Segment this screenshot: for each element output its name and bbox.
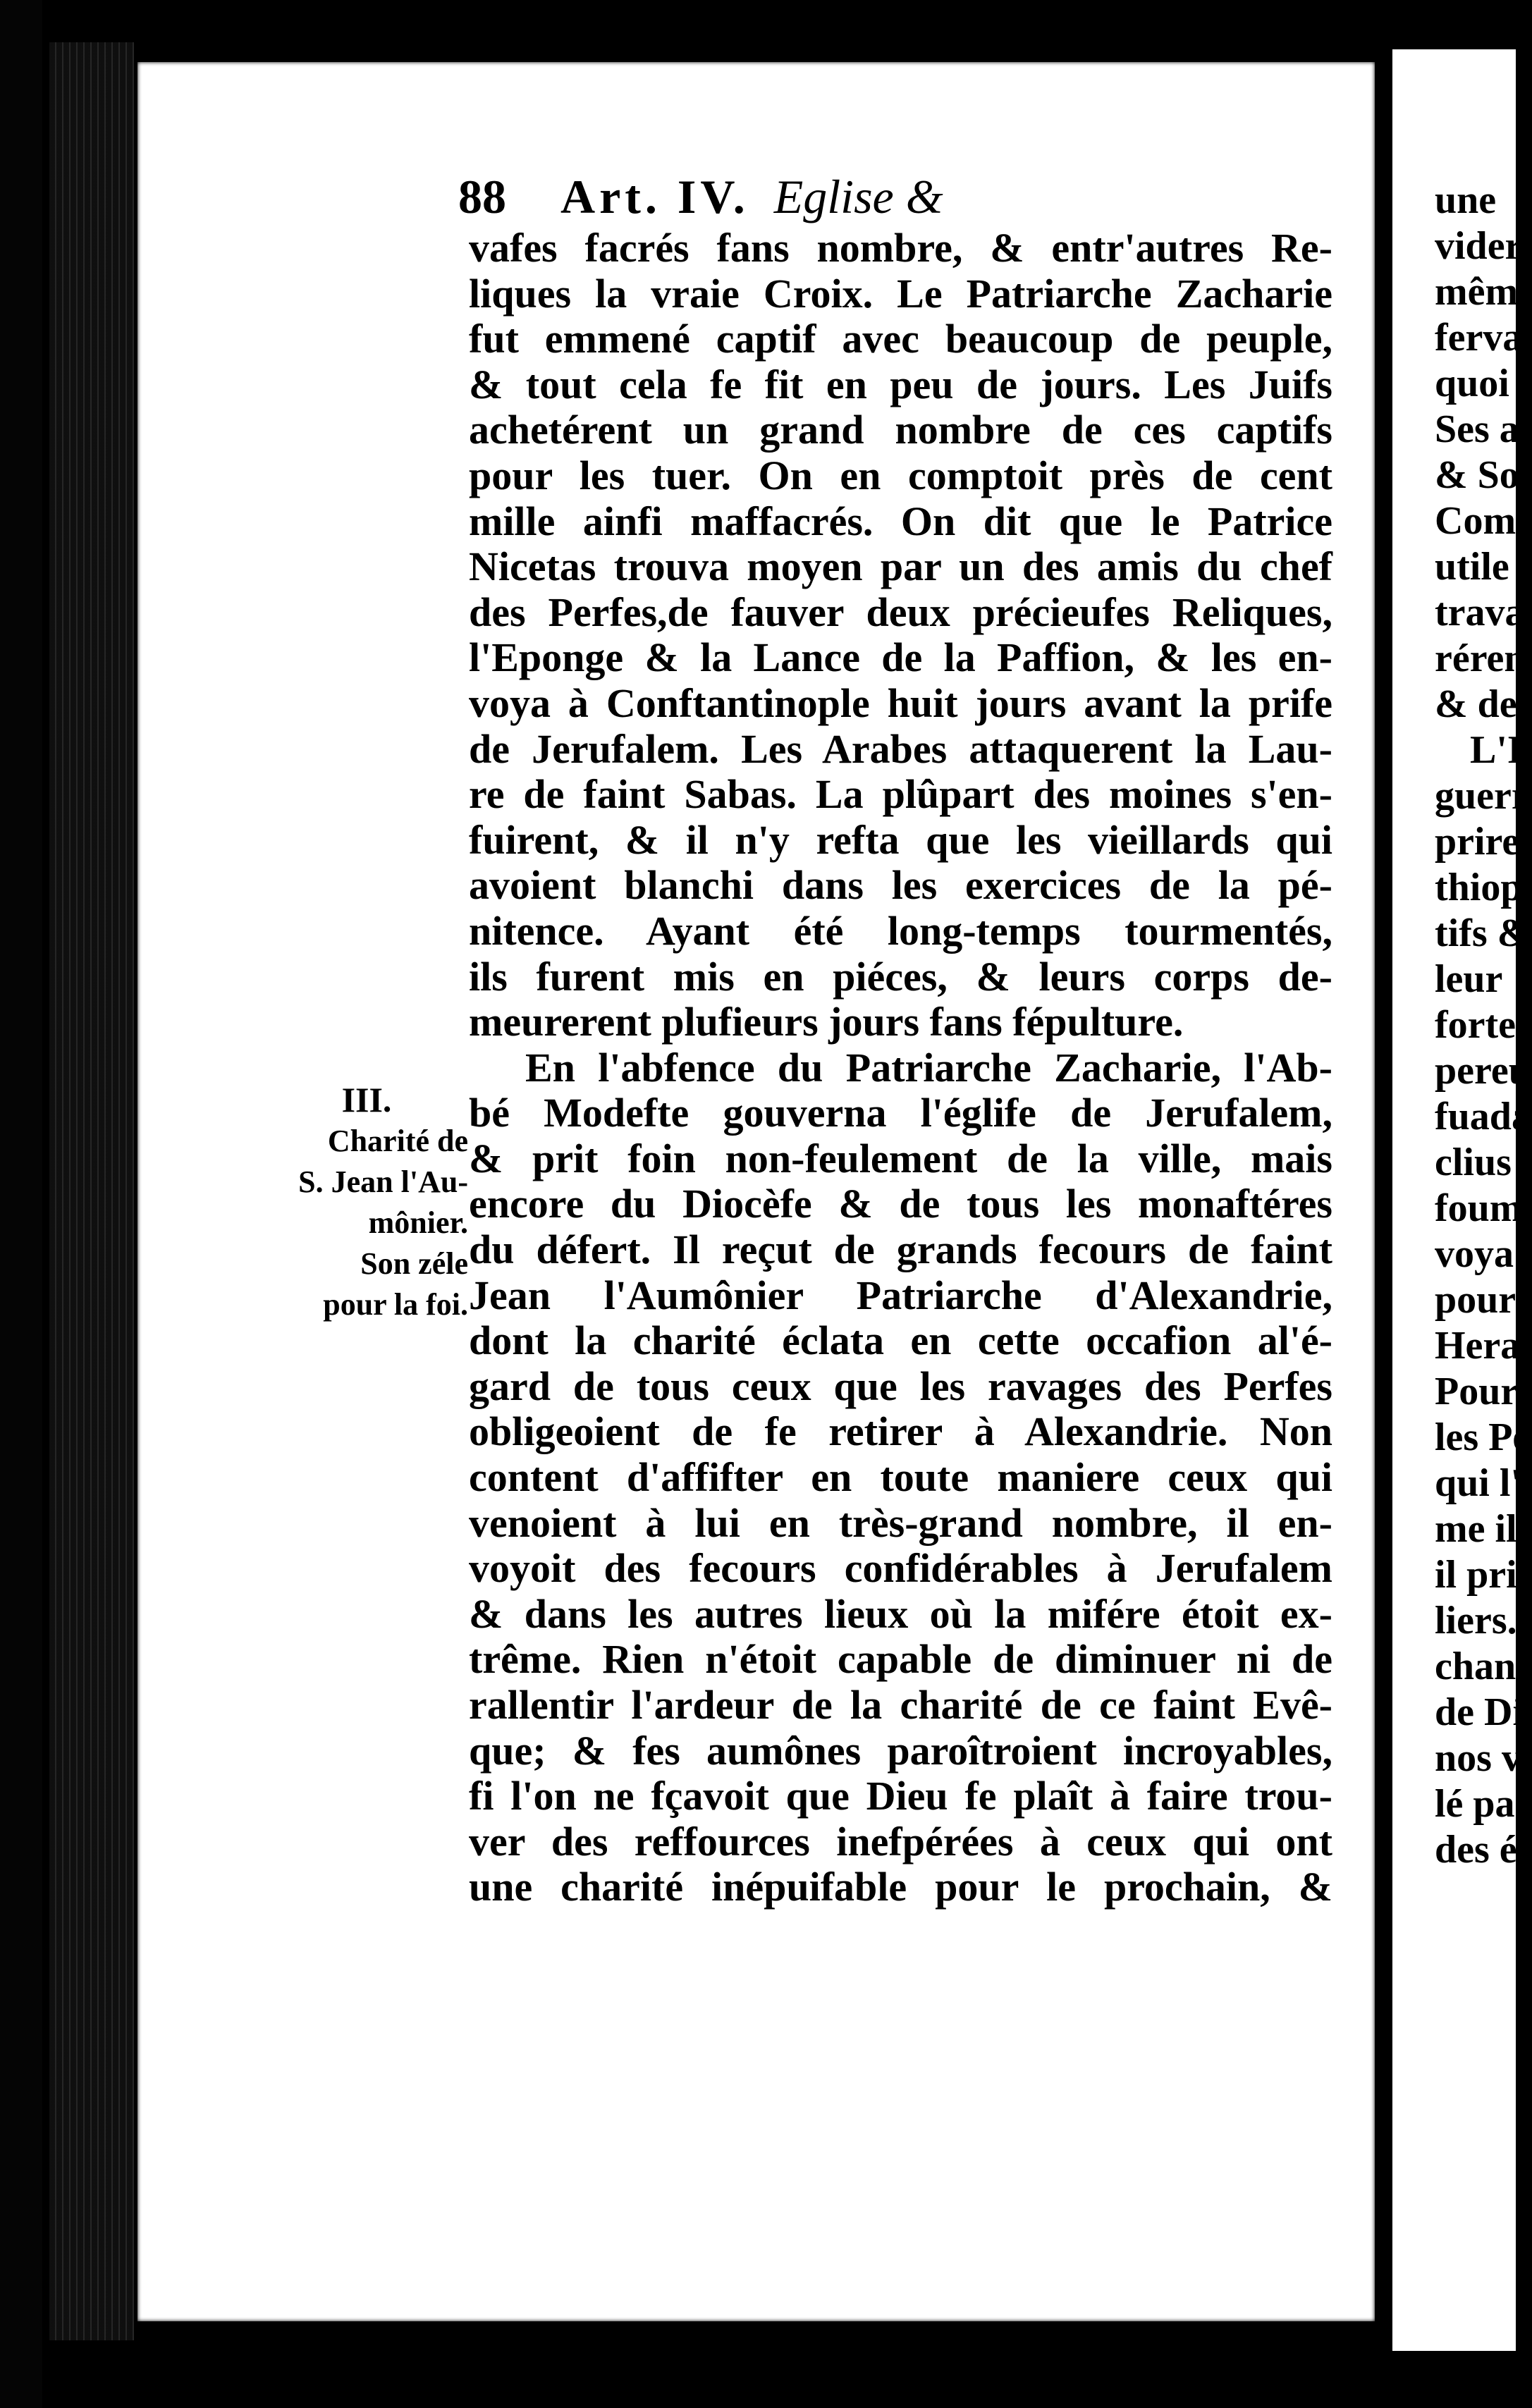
paragraph-start-line: En l'abfence du Patriarche Zacharie, l'Ab- — [525, 1044, 1332, 1091]
text-line: achetérent un grand nombre de ces captifs — [469, 407, 1332, 453]
text-line: trême. Rien n'étoit capable de diminuer ni de — [469, 1636, 1332, 1683]
article-label: Art. IV. — [560, 170, 749, 223]
fragment-line: guerr — [1435, 774, 1529, 818]
fragment-line: liers. — [1435, 1599, 1517, 1642]
fragment-line: quoi — [1435, 362, 1509, 405]
text-line: de Jerufalem. Les Arabes attaquerent la Lau- — [469, 725, 1332, 772]
page-number: 88 — [458, 170, 506, 223]
fragment-line: lé par — [1435, 1782, 1532, 1826]
text-line: l'Eponge & la Lance de la Paffion, & les en- — [469, 634, 1332, 681]
text-line: fi l'on ne fçavoit que Dieu fe plaît à faire trou- — [469, 1773, 1332, 1819]
fragment-line: qui l' — [1435, 1461, 1521, 1505]
fragment-line: L'I — [1470, 728, 1523, 772]
text-line: avoient blanchi dans les exercices de la pé- — [469, 862, 1332, 909]
fragment-line: clius — [1435, 1141, 1512, 1184]
fragment-line: voya — [1435, 1232, 1514, 1276]
text-line: nitence. Ayant été long-temps tourmentés, — [469, 907, 1332, 954]
margin-note-line: pour la foi. — [323, 1287, 468, 1322]
text-line: meurerent plufieurs jours fans fépulture. — [469, 999, 1184, 1045]
text-line: venoient à lui en très-grand nombre, il en- — [469, 1499, 1332, 1546]
text-line: content d'affifter en toute maniere ceux qui — [469, 1454, 1332, 1501]
page-edges — [49, 42, 134, 2340]
fragment-line: réren — [1435, 637, 1526, 680]
fragment-line: thiop — [1435, 866, 1523, 909]
fragment-line: Hera — [1435, 1324, 1521, 1368]
text-line: gard de tous ceux que les ravages des Perfes — [469, 1363, 1332, 1409]
text-line: voyoit des fecours confidérables à Jerufalem — [469, 1545, 1332, 1592]
text-line: du défert. Il reçut de grands fecours de faint — [469, 1227, 1332, 1273]
fragment-line: nos v — [1435, 1736, 1521, 1780]
fragment-line: une — [1435, 178, 1497, 222]
fragment-line: chant — [1435, 1645, 1529, 1688]
text-line: fuirent, & il n'y refta que les vieillards qui — [469, 816, 1332, 863]
fragment-line: fuada — [1435, 1095, 1531, 1138]
fragment-line: Com — [1435, 499, 1516, 543]
running-title: Eglise & — [773, 170, 943, 223]
text-line: obligeoient de fe retirer à Alexandrie. Non — [469, 1408, 1332, 1455]
fragment-line: pereu — [1435, 1049, 1531, 1093]
fragment-line: Pour — [1435, 1370, 1519, 1413]
text-line: encore du Diocèfe & de tous les monaftéres — [469, 1181, 1332, 1227]
text-line: des Perfes,de fauver deux précieufes Reliques, — [469, 589, 1332, 635]
margin-note — [261, 1079, 472, 1325]
fragment-line: leur — [1435, 957, 1503, 1001]
text-line: rallentir l'ardeur de la charité de ce faint Evê- — [469, 1682, 1332, 1728]
margin-note-line: S. Jean l'Au- — [298, 1165, 468, 1199]
text-line: ver des reffources inefpérées à ceux qui ont — [469, 1818, 1332, 1865]
book-spine-shadow — [0, 0, 42, 2408]
margin-note-line: Son zéle — [360, 1246, 468, 1281]
fragment-line: il prit — [1435, 1553, 1531, 1597]
fragment-line: vider — [1435, 224, 1523, 268]
fragment-line: les Pe — [1435, 1415, 1531, 1459]
fragment-line: trava — [1435, 591, 1525, 634]
text-line: & dans les autres lieux où la mifére étoit ex- — [469, 1590, 1332, 1637]
text-line: bé Modefte gouverna l'églife de Jerufalem, — [469, 1090, 1332, 1136]
margin-note-line: Charité de — [327, 1124, 468, 1158]
text-line: que; & fes aumônes paroîtroient incroyables, — [469, 1727, 1332, 1774]
text-line: Nicetas trouva moyen par un des amis du chef — [469, 543, 1332, 590]
margin-note-line: mônier. — [368, 1205, 468, 1240]
fragment-line: de Di — [1435, 1690, 1524, 1734]
text-line: Jean l'Aumônier Patriarche d'Alexandrie, — [469, 1272, 1332, 1318]
fragment-line: pour — [1435, 1278, 1516, 1322]
text-line: re de faint Sabas. La plûpart des moines s'en- — [469, 771, 1332, 818]
running-header — [458, 169, 943, 225]
fragment-line: mêm — [1435, 270, 1519, 314]
fragment-line: forte — [1435, 1003, 1516, 1047]
text-line: & prit foin non-feulement de la ville, mais — [469, 1135, 1332, 1181]
text-line: ils furent mis en piéces, & leurs corps de- — [469, 953, 1332, 1000]
fragment-line: & de — [1435, 682, 1517, 726]
fragment-line: tifs & — [1435, 911, 1531, 955]
main-text-block — [469, 226, 1332, 1910]
text-line: vafes facrés fans nombre, & entr'autres Re- — [469, 225, 1332, 271]
fragment-line: utile — [1435, 545, 1509, 589]
fragment-line: ferva — [1435, 316, 1523, 360]
right-page-text — [1435, 178, 1532, 1873]
fragment-line: foum — [1435, 1186, 1523, 1230]
text-line: & tout cela fe fit en peu de jours. Les Juifs — [469, 361, 1332, 407]
fragment-line: me il — [1435, 1507, 1517, 1551]
text-line: dont la charité éclata en cette occafion al'é- — [469, 1317, 1332, 1364]
text-line: fut emmené captif avec beaucoup de peuple, — [469, 316, 1332, 362]
fragment-line: prire — [1435, 820, 1520, 864]
text-line: une charité inépuifable pour le prochain, & — [469, 1864, 1332, 1910]
section-number: III. — [341, 1080, 392, 1119]
fragment-line: des é — [1435, 1828, 1517, 1872]
text-line: voya à Conftantinople huit jours avant la prife — [469, 680, 1332, 726]
text-line: liques la vraie Croix. Le Patriarche Zacharie — [469, 270, 1332, 317]
text-line: mille ainfi maffacrés. On dit que le Patrice — [469, 498, 1332, 544]
fragment-line: & So — [1435, 453, 1519, 497]
text-line: pour les tuer. On en comptoit près de cent — [469, 452, 1332, 498]
fragment-line: Ses a — [1435, 407, 1519, 451]
